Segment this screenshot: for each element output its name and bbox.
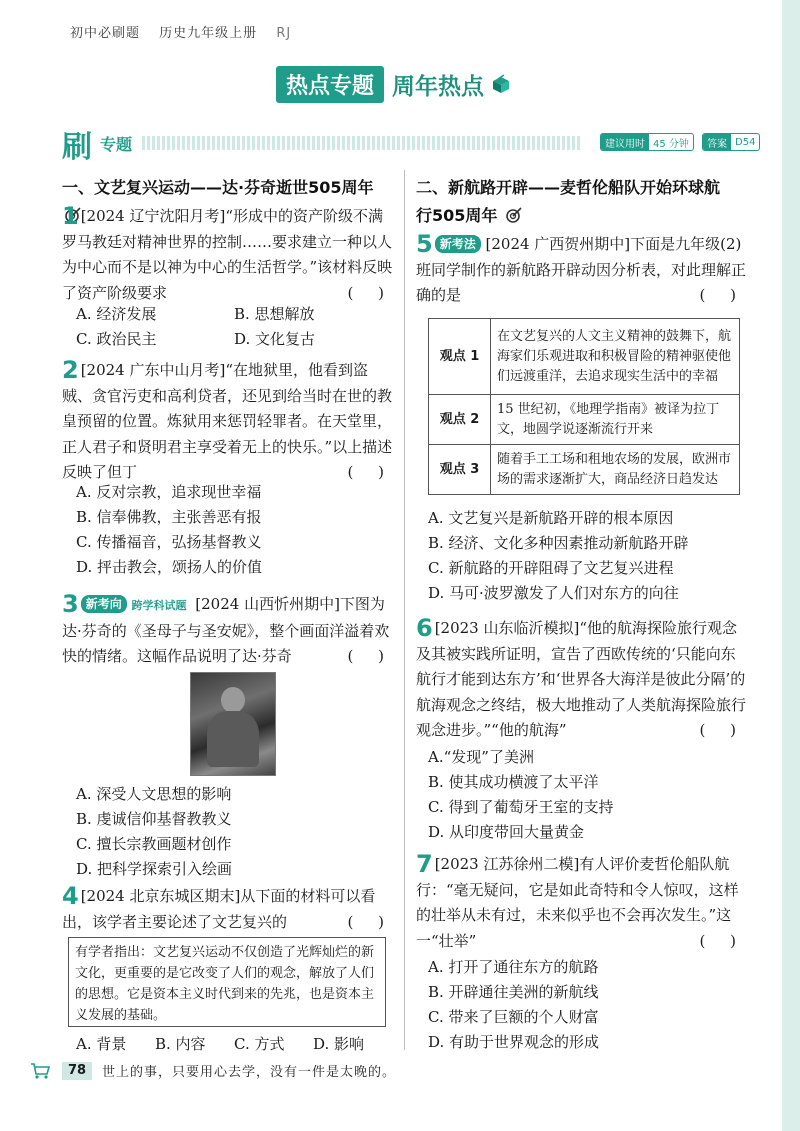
question-stem: [2024 广西贺州期中]下面是九年级(2)班同学制作的新航路开辟动因分析表，对此理解正确的是 (416, 235, 747, 304)
table-cell-text: 随着手工工场和租地农场的发展，欧洲市场的需求逐渐扩大，商品经济日趋发达 (491, 445, 740, 495)
table-cell-label: 观点 3 (429, 445, 491, 495)
option-c: C. 方式 (234, 1035, 285, 1053)
option-c: C. 得到了葡萄牙王室的支持 (428, 798, 614, 816)
table-row (429, 445, 740, 495)
new-direction-tag: 新考向 (81, 595, 127, 613)
answer-blank: ( ) (699, 931, 746, 950)
option-c: C. 带来了巨额的个人财富 (428, 1008, 599, 1026)
question-stem: [2024 辽宁沈阳月考]“形成中的资产阶级不满罗马教廷对精神世界的控制……要求建立一种以人为中心而不是以神为中心的生活哲学。”该材料反映了资产阶级要求 (62, 207, 393, 302)
answer-blank: ( ) (347, 912, 394, 931)
book-title: 历史九年级上册 (159, 26, 258, 41)
option-b: B. 虔诚信仰基督教教义 (76, 810, 232, 828)
option-c: C. 传播福音，弘扬基督教义 (76, 533, 262, 551)
question-number: 6 (416, 614, 433, 642)
option-d: D. 从印度带回大量黄金 (428, 823, 585, 841)
cart-icon (30, 1062, 50, 1080)
question-4 (62, 884, 394, 935)
option-a: A. 反对宗教，追求现世幸福 (76, 483, 262, 501)
option-b: B. 经济、文化多种因素推动新航路开辟 (428, 534, 689, 552)
question-6-options (428, 745, 748, 845)
suggested-time-label: 建议用时 (601, 134, 649, 150)
question-number: 5 (416, 230, 433, 258)
table-cell-text: 在文艺复兴的人文主义精神的鼓舞下，航海家们乐观进取和积极冒险的精神驱使他们远渡重洋，去追求现实生活中的幸福 (491, 319, 740, 395)
option-a: A. 打开了通往东方的航路 (428, 958, 599, 976)
title-sub: 周年热点 (392, 73, 485, 100)
option-c: C. 擅长宗教画题材创作 (76, 835, 232, 853)
new-method-tag: 新考法 (435, 235, 481, 253)
book-series: 初中必刷题 (70, 26, 141, 41)
table-row (429, 395, 740, 445)
painting-figure-head (221, 687, 245, 713)
answer-label: 答案 (703, 134, 731, 150)
question-stem: [2024 北京东城区期末]从下面的材料可以看出，该学者主要论述了文艺复兴的 (62, 887, 376, 931)
question-3-options (76, 782, 392, 882)
answer-blank: ( ) (347, 283, 394, 302)
topic-bar (62, 124, 762, 165)
suggested-time-value: 45 分钟 (653, 138, 689, 150)
table-cell-label: 观点 1 (429, 319, 491, 395)
question-stem: [2023 山东临沂模拟]“他的航海探险旅行观念及其被实践所证明，宣告了西欧传统的‘只能向东航行才能到达东方’和‘世界各大海洋是彼此分隔’的航海观念之终结，极大地推动了人类航海探险旅行观念进步。”“他的航海” (416, 619, 747, 739)
option-d: D. 影响 (313, 1035, 365, 1053)
question-stem: [2023 江苏徐州二模]有人评价麦哲伦船队航行：“毫无疑问，它是如此奇特和令人惊叹，这样的壮举从未有过，未来似乎也不会再次发生。”这一“壮举” (416, 855, 739, 950)
page-edge-strip (782, 0, 800, 1131)
option-d: D. 有助于世界观念的形成 (428, 1033, 600, 1051)
option-a: A.“发现”了美洲 (428, 748, 534, 766)
table-cell-text: 15 世纪初，《地理学指南》被译为拉丁文，地圆学说逐渐流行开来 (491, 395, 740, 445)
option-a: A. 深受人文思想的影响 (76, 785, 232, 803)
section-heading-right (416, 174, 756, 230)
question-stem: [2024 山西忻州期中]下图为达·芬奇的《圣母子与圣安妮》，整个画面洋溢着欢快的情绪。这幅作品说明了达·芬奇 (62, 595, 390, 665)
gift-box-icon (490, 73, 512, 95)
answer-blank: ( ) (699, 721, 746, 739)
question-1 (62, 204, 394, 306)
page-number: 78 (62, 1062, 92, 1080)
option-b: B. 使其成功横渡了太平洋 (428, 773, 599, 791)
table-cell-label: 观点 2 (429, 395, 491, 445)
option-b: B. 信奉佛教，主张善恶有报 (76, 508, 262, 526)
answer-blank: ( ) (699, 286, 746, 304)
option-d: D. 文化复古 (234, 330, 316, 348)
question-2-options (76, 480, 392, 580)
question-number: 2 (62, 356, 79, 384)
page-footer (30, 1060, 790, 1084)
target-icon (506, 207, 522, 223)
answer-blank: ( ) (347, 463, 394, 481)
question-5-options (428, 506, 748, 606)
painting-image (190, 672, 276, 776)
option-d: D. 把科学探索引入绘画 (76, 860, 233, 878)
option-c: C. 政治民主 (76, 330, 157, 348)
option-b: B. 思想解放 (234, 305, 315, 323)
section-title-right-line1: 二、新航路开辟——麦哲伦船队开始环球航 (416, 178, 721, 197)
viewpoint-table (428, 318, 740, 495)
question-3 (62, 592, 394, 670)
suggested-time-badge (600, 133, 694, 151)
answer-page-value: D54 (735, 136, 756, 148)
page-title (276, 66, 512, 102)
question-6 (416, 616, 746, 744)
painting-figure-body (207, 711, 259, 767)
question-1-options (76, 302, 392, 352)
material-quote-box: 有学者指出：文艺复兴运动不仅创造了光辉灿烂的新文化，更重要的是它改变了人们的观念，解放了人们的思想。它是资本主义时代到来的先兆，也是资本主义发展的基础。 (68, 937, 386, 1027)
book-header (70, 22, 305, 41)
question-7 (416, 852, 746, 954)
footer-motto: 世上的事，只要用心去学，没有一件是太晚的。 (102, 1065, 397, 1080)
question-4-options (76, 1032, 392, 1057)
question-7-options (428, 955, 748, 1055)
question-stem: [2024 广东中山月考]“在地狱里，他看到盗贼、贪官污吏和高利贷者，还见到给当时在世的教皇预留的位置。炼狱用来惩罚轻罪者。在天堂里，正人君子和贤明君主享受着无上的快乐。”以上描述反映了但丁 (62, 361, 393, 481)
answer-page-badge (702, 133, 760, 151)
question-2 (62, 358, 394, 486)
shua-label: 专题 (100, 135, 133, 154)
question-number: 7 (416, 850, 433, 878)
option-d: D. 马可·波罗激发了人们对东方的向往 (428, 584, 679, 602)
edition-label: RJ (276, 26, 292, 41)
option-a: A. 背景 (76, 1035, 127, 1053)
question-5 (416, 232, 746, 309)
option-b: B. 内容 (155, 1035, 206, 1053)
option-d: D. 抨击教会，颂扬人的价值 (76, 558, 263, 576)
option-b: B. 开辟通往美洲的新航线 (428, 983, 599, 1001)
cross-discipline-tag: 跨学科试题 (131, 599, 187, 612)
option-a: A. 文艺复兴是新航路开辟的根本原因 (428, 509, 674, 527)
question-number: 4 (62, 882, 79, 910)
title-main: 热点专题 (276, 66, 384, 103)
topic-bar-stripe (142, 136, 582, 150)
answer-blank: ( ) (347, 647, 394, 665)
section-title-right-line2: 行505周年 (416, 206, 498, 225)
section-title-left: 一、文艺复兴运动——达·芬奇逝世505周年 (62, 178, 374, 197)
option-c: C. 新航路的开辟阻碍了文艺复兴进程 (428, 559, 674, 577)
question-number: 1 (62, 202, 79, 230)
shua-mark: 刷 (62, 130, 92, 165)
question-number: 3 (62, 590, 79, 618)
column-divider (404, 170, 405, 1050)
table-row (429, 319, 740, 395)
option-a: A. 经济发展 (76, 305, 157, 323)
